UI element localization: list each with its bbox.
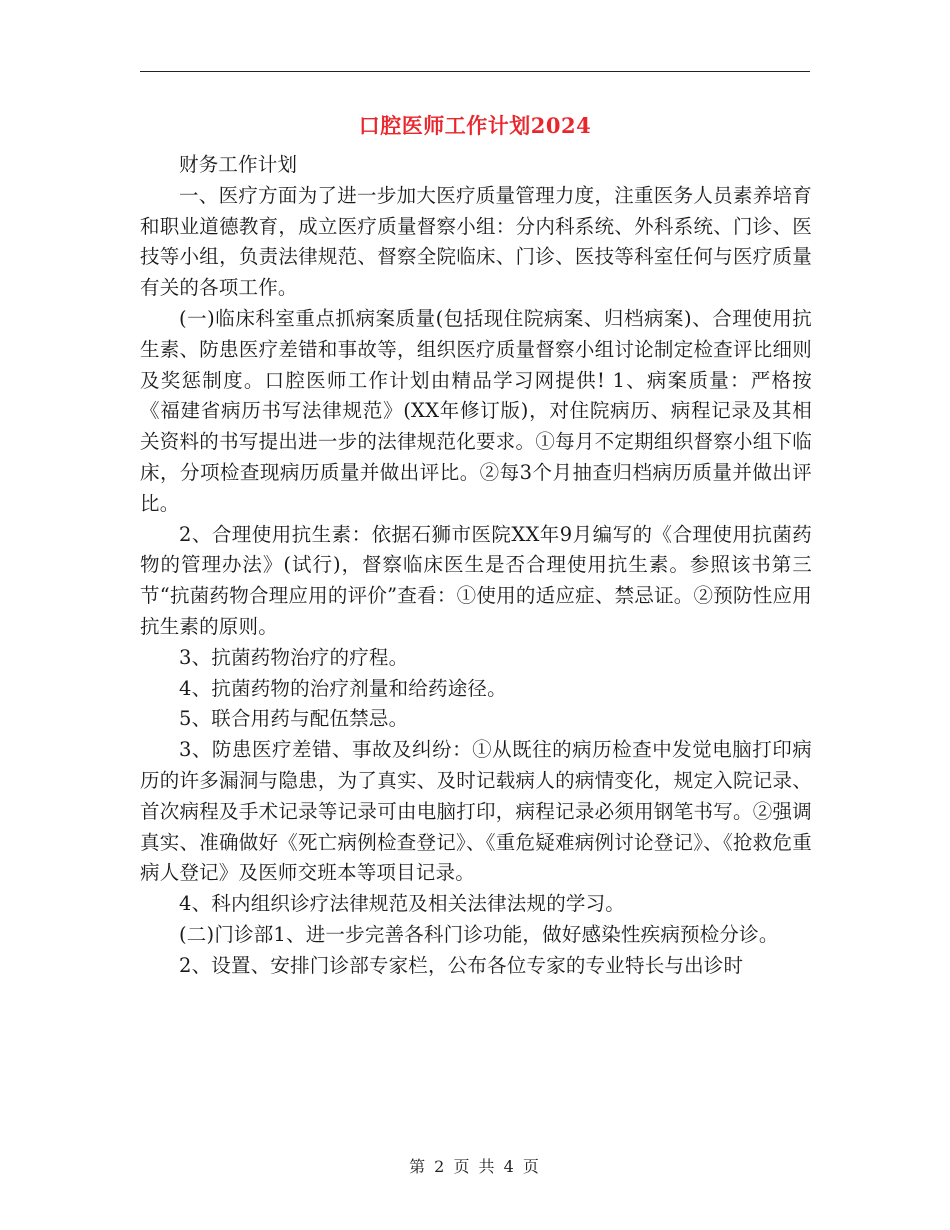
header-rule <box>140 71 810 72</box>
document-body <box>140 150 812 982</box>
paragraph-11: 2、设置、安排门诊部专家栏，公布各位专家的专业特长与出诊时 <box>179 953 744 977</box>
paragraph-10: (二)门诊部1、进一步完善各科门诊功能，做好感染性疾病预检分诊。 <box>179 922 779 946</box>
paragraph-2: 一、医疗方面为了进一步加大医疗质量管理力度，注重医务人员素养培育和职业道德教育，成立医疗质量督察小组：分内科系统、外科系统、门诊、医技等小组，负责法律规范、督察全院临床、门诊、医技等科室任何与医疗质量有关的各项工作。 <box>140 183 812 300</box>
paragraph-1: 财务工作计划 <box>179 153 298 176</box>
paragraph-4: 2、合理使用抗生素：依据石狮市医院XX年9月编写的《合理使用抗菌药物的管理办法》(试行)，督察临床医生是否合理使用抗生素。参照该书第三节“抗菌药物合理应用的评价”查看：①使用的适应症、禁忌证。②预防性应用抗生素的原则。 <box>140 522 812 638</box>
paragraph-8: 3、防患医疗差错、事故及纠纷：①从既往的病历检查中发觉电脑打印病历的许多漏洞与隐患，为了真实、及时记载病人的病情变化，规定入院记录、首次病程及手术记录等记录可由电脑打印，病程记录必须用钢笔书写。②强调真实、准确做好《死亡病例检查登记》、《重危疑难病例讨论登记》、《抢救危重病人登记》及医师交班本等项目记录。 <box>140 738 812 885</box>
paragraph-9: 4、科内组织诊疗法律规范及相关法律法规的学习。 <box>179 892 626 916</box>
paragraph-3: (一)临床科室重点抓病案质量(包括现住院病案、归档病案)、合理使用抗生素、防患医疗差错和事故等，组织医疗质量督察小组讨论制定检查评比细则及奖惩制度。口腔医师工作计划由精品学习网提供! 1、病案质量：严格按《福建省病历书写法律规范》(XX年修订版)，对住院病历、病程记录及其相关资料的书写提出进一步的法律规范化要求。①每月不定期组织督察小组下临床，分项检查现病历质量并做出评比。②每3个月抽查归档病历质量并做出评比。 <box>140 306 812 515</box>
paragraph-5: 3、抗菌药物治疗的疗程。 <box>179 645 409 669</box>
paragraph-6: 4、抗菌药物的治疗剂量和给药途径。 <box>179 676 507 700</box>
document-title: 口腔医师工作计划2024 <box>358 113 592 138</box>
paragraph-7: 5、联合用药与配伍禁忌。 <box>179 707 409 731</box>
page-number: 第 2 页 共 4 页 <box>409 1157 541 1176</box>
